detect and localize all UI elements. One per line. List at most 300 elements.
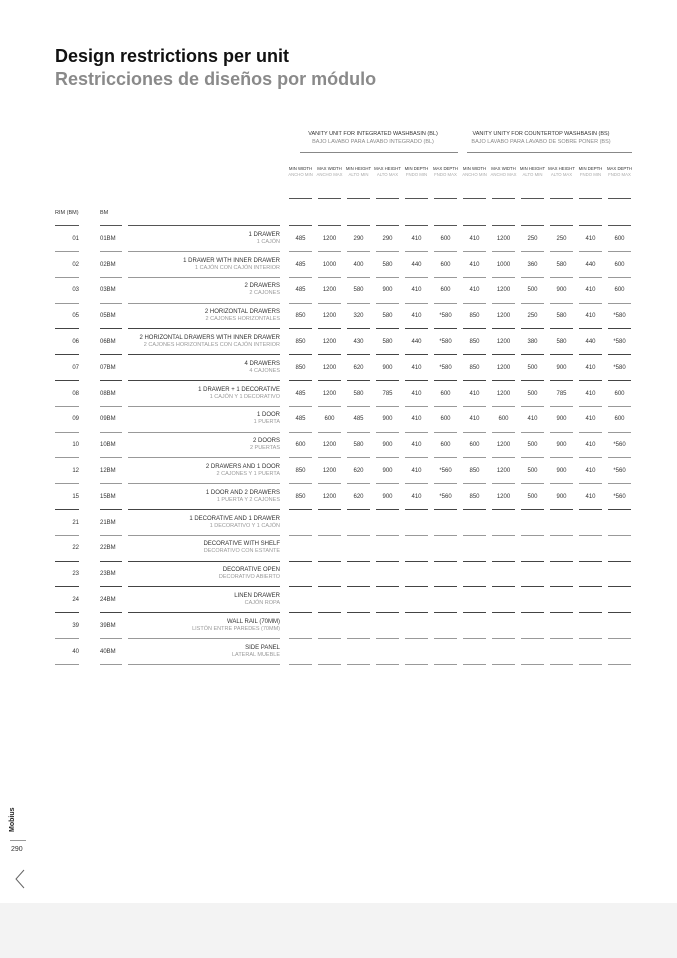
unit-description [128, 639, 280, 665]
cell-value: 1200 [496, 364, 511, 371]
column-divider [550, 225, 573, 226]
cell-value: 620 [353, 493, 364, 500]
row-divider [579, 664, 602, 665]
column-header [518, 166, 547, 177]
table-row [0, 639, 677, 665]
cell-value: 410 [411, 287, 422, 294]
column-divider [347, 225, 370, 226]
table-row [0, 303, 677, 329]
column-header [605, 166, 634, 177]
unit-description [128, 432, 280, 458]
unit-description [128, 278, 280, 304]
unit-description [128, 252, 280, 278]
cell-value: *580 [439, 313, 452, 320]
cell-value: 410 [585, 468, 596, 475]
column-divider [376, 225, 399, 226]
bm-code: 15BM [100, 493, 116, 500]
rim-code: 10 [72, 442, 79, 449]
column-header-en: MAX HEIGHT [548, 166, 575, 171]
cell-value: 410 [469, 235, 480, 242]
column-header-en: MIN DEPTH [578, 166, 603, 171]
cell-value: 580 [382, 313, 393, 320]
cell-value: 400 [353, 261, 364, 268]
cell-value: 785 [556, 390, 567, 397]
cell-value: 580 [353, 287, 364, 294]
bm-code: 40BM [100, 648, 116, 655]
cell-value: *560 [613, 493, 626, 500]
cell-value: 440 [585, 261, 596, 268]
cell-value: 1200 [322, 442, 337, 449]
cell-value: 485 [295, 235, 306, 242]
cell-value: 580 [353, 390, 364, 397]
cell-value: 410 [585, 442, 596, 449]
bm-code: 12BM [100, 468, 116, 475]
description-en: SIDE PANEL [245, 644, 280, 651]
unit-description [128, 561, 280, 587]
cell-value: 900 [556, 287, 567, 294]
column-header-en: MAX DEPTH [432, 166, 459, 171]
description-en: DECORATIVE OPEN [222, 567, 280, 574]
row-divider [463, 664, 486, 665]
description-en: 2 DRAWERS AND 1 DOOR [205, 464, 280, 471]
cell-value: 850 [295, 313, 306, 320]
description-en: 2 HORIZONTAL DRAWERS WITH INNER DRAWER [139, 335, 280, 342]
column-header-en: MAX WIDTH [491, 166, 516, 171]
rim-code: 03 [72, 287, 79, 294]
row-divider [318, 664, 341, 665]
cell-value: 485 [353, 416, 364, 423]
description-es: LISTÓN ENTRE PAREDES (70MM) [192, 625, 280, 632]
column-header-es: ANCHO MAX [490, 171, 517, 177]
cell-value: *580 [613, 339, 626, 346]
table-row [0, 407, 677, 433]
restrictions-table [0, 226, 677, 665]
table-row [0, 510, 677, 536]
row-divider [521, 664, 544, 665]
cell-value: 250 [556, 235, 567, 242]
table-row [0, 278, 677, 304]
column-header-en: MAX HEIGHT [374, 166, 401, 171]
description-es: 1 CAJÓN CON CAJÓN INTERIOR [195, 264, 280, 271]
cell-value: 850 [469, 339, 480, 346]
rim-code: 01 [72, 235, 79, 242]
cell-value: *580 [439, 339, 452, 346]
description-es: 1 PUERTA [253, 419, 280, 426]
description-es: 1 CAJÓN Y 1 DECORATIVO [209, 393, 280, 400]
rim-code: 23 [72, 571, 79, 578]
column-divider [579, 225, 602, 226]
rim-code: 39 [72, 622, 79, 629]
description-en: 1 DOOR AND 2 DRAWERS [205, 489, 280, 496]
column-header [431, 166, 460, 177]
bm-code: 39BM [100, 622, 116, 629]
cell-value: 410 [469, 287, 480, 294]
cell-value: 900 [556, 416, 567, 423]
rim-code: 15 [72, 493, 79, 500]
column-header [315, 166, 344, 177]
description-es: 2 PUERTAS [249, 445, 280, 452]
cell-value: 1200 [496, 313, 511, 320]
cell-value: 380 [527, 339, 538, 346]
row-divider [608, 664, 631, 665]
cell-value: 1200 [496, 468, 511, 475]
table-row [0, 484, 677, 510]
cell-value: 900 [556, 442, 567, 449]
rim-code: 08 [72, 390, 79, 397]
unit-description [128, 613, 280, 639]
unit-description [128, 329, 280, 355]
bm-code: 01BM [100, 235, 116, 242]
page-subtitle: Restricciones de diseños por módulo [55, 69, 377, 89]
cell-value: *560 [439, 493, 452, 500]
chevron-left-icon[interactable] [13, 868, 27, 890]
description-es: 4 CAJONES [249, 367, 280, 374]
cell-value: 290 [382, 235, 393, 242]
cell-value: 410 [469, 390, 480, 397]
cell-value: 1200 [496, 390, 511, 397]
bm-code: 03BM [100, 287, 116, 294]
cell-value: 410 [585, 364, 596, 371]
column-header-es: ALTO MAX [376, 171, 399, 177]
column-divider [347, 198, 370, 199]
cell-value: 1200 [322, 364, 337, 371]
cell-value: 440 [585, 339, 596, 346]
label-rim: RIM (BM) [55, 210, 79, 216]
rim-code: 05 [72, 313, 79, 320]
column-header [489, 166, 518, 177]
table-row [0, 329, 677, 355]
cell-value: 485 [295, 416, 306, 423]
description-en: 2 HORIZONTAL DRAWERS [204, 309, 280, 316]
cell-value: 600 [324, 416, 335, 423]
cell-value: 485 [295, 287, 306, 294]
cell-value: 500 [527, 390, 538, 397]
cell-value: 485 [295, 390, 306, 397]
column-header-es: FNDO MIN [405, 171, 428, 177]
column-divider [289, 225, 312, 226]
cell-value: 600 [614, 261, 625, 268]
cell-value: 410 [411, 468, 422, 475]
column-divider [376, 198, 399, 199]
column-divider [579, 198, 602, 199]
unit-description [128, 510, 280, 536]
group-header-bs [461, 130, 621, 146]
description-en: 1 DRAWER + 1 DECORATIVE [198, 386, 280, 393]
column-header-es: ANCHO MAX [316, 171, 343, 177]
bm-code: 10BM [100, 442, 116, 449]
column-divider [405, 225, 428, 226]
unit-description [128, 458, 280, 484]
cell-value: 410 [527, 416, 538, 423]
column-divider [318, 225, 341, 226]
row-divider [434, 664, 457, 665]
description-en: DECORATIVE WITH SHELF [203, 541, 280, 548]
cell-value: 500 [527, 364, 538, 371]
cell-value: 600 [440, 261, 451, 268]
group-divider [300, 152, 458, 153]
column-divider [550, 198, 573, 199]
column-header-es: ALTO MIN [522, 171, 543, 177]
cell-value: 600 [440, 442, 451, 449]
cell-value: 500 [527, 493, 538, 500]
cell-value: 900 [382, 468, 393, 475]
column-divider [521, 225, 544, 226]
bm-code: 05BM [100, 313, 116, 320]
column-divider [318, 198, 341, 199]
cell-value: 600 [440, 416, 451, 423]
cell-value: 485 [295, 261, 306, 268]
row-divider [100, 664, 122, 665]
cell-value: 410 [411, 493, 422, 500]
cell-value: 850 [469, 313, 480, 320]
cell-value: 1200 [496, 287, 511, 294]
rim-code: 22 [72, 545, 79, 552]
cell-value: 620 [353, 468, 364, 475]
column-divider [463, 198, 486, 199]
cell-value: 850 [469, 468, 480, 475]
unit-description [128, 226, 280, 252]
column-header [286, 166, 315, 177]
row-divider [492, 664, 515, 665]
description-es: 1 PUERTA Y 2 CAJONES [216, 496, 280, 503]
description-es: 1 CAJÓN [256, 238, 280, 245]
cell-value: 600 [614, 416, 625, 423]
cell-value: 580 [556, 339, 567, 346]
column-header-en: MIN HEIGHT [345, 166, 372, 171]
description-es: 2 CAJONES [249, 290, 280, 297]
row-divider [376, 664, 399, 665]
row-divider [405, 664, 428, 665]
cell-value: 900 [556, 493, 567, 500]
rim-code: 24 [72, 597, 79, 604]
unit-description [128, 381, 280, 407]
cell-value: 1200 [322, 390, 337, 397]
cell-value: 600 [295, 442, 306, 449]
description-en: 4 DRAWERS [244, 360, 280, 367]
cell-value: 1200 [496, 339, 511, 346]
cell-value: 1200 [322, 235, 337, 242]
row-divider [289, 664, 312, 665]
unit-description [128, 587, 280, 613]
group-subtitle: BAJO LAVABO PARA LAVABO INTEGRADO (BL) [312, 139, 434, 145]
bm-code: 08BM [100, 390, 116, 397]
column-header-en: MIN DEPTH [404, 166, 429, 171]
page-number: 290 [11, 846, 23, 853]
cell-value: 600 [498, 416, 509, 423]
column-header [344, 166, 373, 177]
cell-value: 900 [382, 416, 393, 423]
cell-value: 410 [585, 313, 596, 320]
rim-code: 21 [72, 519, 79, 526]
bm-code: 24BM [100, 597, 116, 604]
rim-code: 06 [72, 339, 79, 346]
column-header-es: ANCHO MIN [288, 171, 313, 177]
footer-bar [0, 903, 677, 958]
column-header [373, 166, 402, 177]
label-bm: BM [100, 210, 109, 216]
group-subtitle: BAJO LAVABO PARA LAVABO DE SOBRE PONER (BS) [471, 139, 611, 145]
group-header-bl [293, 130, 453, 146]
cell-value: 410 [411, 442, 422, 449]
cell-value: 600 [614, 390, 625, 397]
cell-value: 1000 [496, 261, 511, 268]
cell-value: 580 [353, 442, 364, 449]
cell-value: 850 [469, 364, 480, 371]
column-header-en: MIN HEIGHT [519, 166, 546, 171]
row-divider [347, 664, 370, 665]
row-divider [55, 664, 79, 665]
cell-value: 410 [585, 493, 596, 500]
cell-value: 1200 [496, 235, 511, 242]
cell-value: 580 [556, 261, 567, 268]
description-es: DECORATIVO CON ESTANTE [203, 548, 280, 555]
column-header-en: MIN WIDTH [462, 166, 487, 171]
cell-value: 430 [353, 339, 364, 346]
cell-value: 600 [614, 235, 625, 242]
cell-value: 410 [411, 313, 422, 320]
column-header-es: ALTO MIN [348, 171, 369, 177]
column-divider [405, 198, 428, 199]
cell-value: 500 [527, 287, 538, 294]
cell-value: 410 [585, 287, 596, 294]
description-es: DECORATIVO ABIERTO [218, 574, 280, 581]
cell-value: 410 [469, 416, 480, 423]
unit-description [128, 355, 280, 381]
group-title: VANITY UNIT FOR INTEGRATED WASHBASIN (BL) [308, 131, 438, 137]
cell-value: 850 [295, 339, 306, 346]
cell-value: 785 [382, 390, 393, 397]
column-divider [521, 198, 544, 199]
row-divider [550, 664, 573, 665]
description-en: 1 DRAWER [248, 231, 280, 238]
bm-code: 07BM [100, 364, 116, 371]
cell-value: 600 [614, 287, 625, 294]
cell-value: 1200 [322, 493, 337, 500]
cell-value: 600 [440, 390, 451, 397]
cell-value: 900 [382, 287, 393, 294]
group-title: VANITY UNITY FOR COUNTERTOP WASHBASIN (BS) [472, 131, 610, 137]
table-row [0, 536, 677, 562]
cell-value: 250 [527, 235, 538, 242]
table-row [0, 458, 677, 484]
column-header-en: MIN WIDTH [288, 166, 313, 171]
cell-value: 900 [382, 364, 393, 371]
cell-value: 1200 [496, 493, 511, 500]
cell-value: 500 [527, 468, 538, 475]
column-header-es: FNDO MAX [434, 171, 457, 177]
table-row [0, 587, 677, 613]
description-en: LINEN DRAWER [234, 593, 280, 600]
table-row [0, 355, 677, 381]
column-divider [434, 198, 457, 199]
cell-value: 850 [295, 468, 306, 475]
cell-value: 440 [411, 261, 422, 268]
rim-code: 07 [72, 364, 79, 371]
column-header-en: MAX DEPTH [606, 166, 633, 171]
column-divider [434, 225, 457, 226]
cell-value: *560 [613, 468, 626, 475]
rim-code: 02 [72, 261, 79, 268]
rim-code: 40 [72, 648, 79, 655]
column-divider [492, 225, 515, 226]
description-en: 2 DOORS [252, 438, 280, 445]
unit-description [128, 536, 280, 562]
cell-value: *580 [439, 364, 452, 371]
description-en: 2 DRAWERS [244, 283, 280, 290]
cell-value: 850 [295, 364, 306, 371]
column-divider [608, 198, 631, 199]
column-divider [55, 225, 79, 226]
cell-value: 600 [440, 235, 451, 242]
cell-value: 410 [585, 416, 596, 423]
row-divider [128, 664, 280, 665]
cell-value: 440 [411, 339, 422, 346]
cell-value: *580 [613, 313, 626, 320]
cell-value: 580 [382, 261, 393, 268]
column-divider [128, 225, 280, 226]
cell-value: 900 [382, 493, 393, 500]
cell-value: 1200 [322, 339, 337, 346]
cell-value: 900 [556, 364, 567, 371]
cell-value: 850 [469, 493, 480, 500]
column-header [576, 166, 605, 177]
column-header-en: MAX WIDTH [317, 166, 342, 171]
column-header [402, 166, 431, 177]
description-es: 1 DECORATIVO Y 1 CAJÓN [209, 522, 280, 529]
cell-value: 320 [353, 313, 364, 320]
cell-value: 250 [527, 313, 538, 320]
cell-value: 900 [556, 468, 567, 475]
table-row [0, 226, 677, 252]
cell-value: 410 [585, 390, 596, 397]
description-es: 2 CAJONES HORIZONTALES [205, 316, 280, 323]
table-row [0, 432, 677, 458]
description-es: CAJÓN ROPA [244, 600, 280, 607]
bm-code: 06BM [100, 339, 116, 346]
table-row [0, 561, 677, 587]
cell-value: 1000 [322, 261, 337, 268]
column-divider [492, 198, 515, 199]
cell-value: 410 [411, 364, 422, 371]
unit-description [128, 484, 280, 510]
cell-value: 580 [382, 339, 393, 346]
column-headers [286, 166, 634, 177]
group-divider [467, 152, 632, 153]
bm-code: 09BM [100, 416, 116, 423]
unit-description [128, 303, 280, 329]
cell-value: 410 [585, 235, 596, 242]
cell-value: *560 [613, 442, 626, 449]
cell-value: 500 [527, 442, 538, 449]
cell-value: 360 [527, 261, 538, 268]
table-row [0, 381, 677, 407]
cell-value: *580 [613, 364, 626, 371]
cell-value: 850 [295, 493, 306, 500]
cell-value: 410 [411, 235, 422, 242]
cell-value: 290 [353, 235, 364, 242]
cell-value: 600 [440, 287, 451, 294]
table-row [0, 613, 677, 639]
cell-value: 410 [411, 416, 422, 423]
description-es: 2 CAJONES HORIZONTALES CON CAJÓN INTERIOR [143, 342, 280, 349]
description-es: 2 CAJONES Y 1 PUERTA [216, 471, 280, 478]
column-divider [463, 225, 486, 226]
unit-description [128, 407, 280, 433]
rim-code: 12 [72, 468, 79, 475]
divider [10, 840, 26, 841]
description-en: 1 DRAWER WITH INNER DRAWER [183, 257, 280, 264]
cell-value: 580 [556, 313, 567, 320]
